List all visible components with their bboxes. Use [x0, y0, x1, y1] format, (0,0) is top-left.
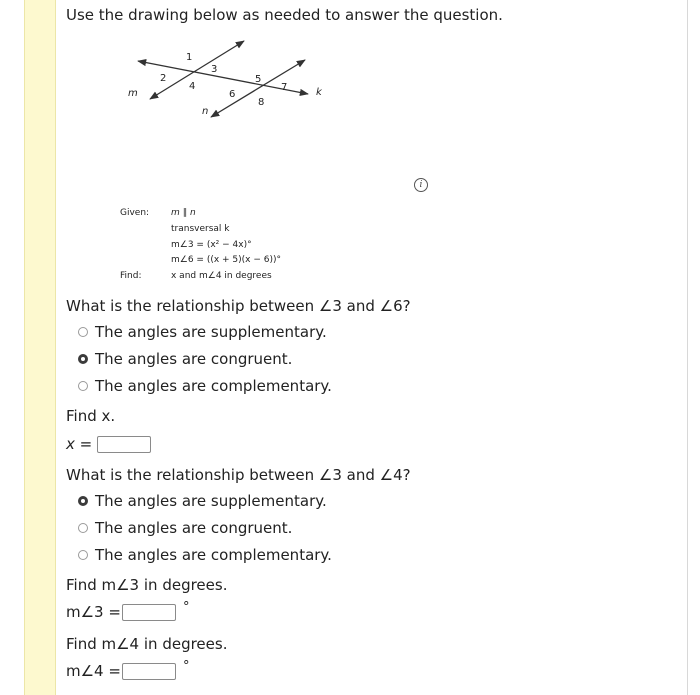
angle-label-5: 5: [255, 74, 262, 85]
info-icon[interactable]: i: [414, 178, 428, 192]
option-label: The angles are congruent.: [95, 519, 293, 537]
x-answer-input[interactable]: [97, 436, 151, 453]
find-text: x and m∠4 in degrees: [171, 271, 272, 281]
radio-button[interactable]: [78, 327, 88, 337]
option-label: The angles are complementary.: [95, 546, 332, 564]
angle-label-2: 2: [160, 73, 167, 84]
degree-symbol: °: [183, 600, 190, 615]
q1-option-supplementary[interactable]: [78, 323, 327, 341]
angle-label-6: 6: [229, 89, 236, 100]
m4-label: m∠4 =: [66, 662, 121, 680]
angle-label-7: 7: [281, 82, 288, 93]
given-line-parallel: m ∥ n: [171, 208, 196, 218]
angle-label-4: 4: [189, 81, 196, 92]
left-margin-bar: [24, 0, 56, 695]
option-label: The angles are supplementary.: [95, 323, 327, 341]
given-line-transversal: transversal k: [171, 224, 230, 234]
instruction-text: Use the drawing below as needed to answer the question.: [66, 6, 503, 24]
q2-option-complementary[interactable]: [78, 546, 332, 564]
m3-label: m∠3 =: [66, 603, 121, 621]
given-label: Given:: [120, 208, 150, 218]
given-line-angle6: m∠6 = ((x + 5)(x − 6))°: [171, 255, 282, 265]
parallel-lines-diagram: [118, 34, 338, 124]
line-label-k: k: [316, 87, 322, 98]
line-n: [211, 60, 305, 117]
q2-option-congruent[interactable]: [78, 519, 292, 537]
degree-symbol: °: [183, 659, 190, 674]
option-label: The angles are complementary.: [95, 377, 332, 395]
option-label: The angles are congruent.: [95, 350, 293, 368]
right-border: [687, 0, 688, 695]
x-label: x =: [66, 435, 93, 453]
q2-option-supplementary[interactable]: [78, 492, 327, 510]
find-label: Find:: [120, 271, 142, 281]
line-label-n: n: [202, 106, 209, 117]
q1-option-complementary[interactable]: [78, 377, 332, 395]
radio-button-selected[interactable]: [78, 496, 88, 506]
angle-label-1: 1: [186, 52, 193, 63]
q1-option-congruent[interactable]: [78, 350, 292, 368]
find-m4-text: Find m∠4 in degrees.: [66, 635, 228, 653]
radio-button[interactable]: [78, 381, 88, 391]
radio-button[interactable]: [78, 523, 88, 533]
find-m3-text: Find m∠3 in degrees.: [66, 576, 228, 594]
find-x-text: Find x.: [66, 407, 116, 425]
radio-button-selected[interactable]: [78, 354, 88, 364]
question-1-text: What is the relationship between ∠3 and ∠6?: [66, 297, 411, 315]
radio-button[interactable]: [78, 550, 88, 560]
line-label-m: m: [128, 88, 138, 99]
angle-label-3: 3: [211, 64, 218, 75]
question-2-text: What is the relationship between ∠3 and ∠4?: [66, 466, 411, 484]
m3-answer-input[interactable]: [122, 604, 176, 621]
option-label: The angles are supplementary.: [95, 492, 327, 510]
given-line-angle3: m∠3 = (x² − 4x)°: [171, 240, 252, 250]
angle-label-8: 8: [258, 97, 265, 108]
m4-answer-input[interactable]: [122, 663, 176, 680]
